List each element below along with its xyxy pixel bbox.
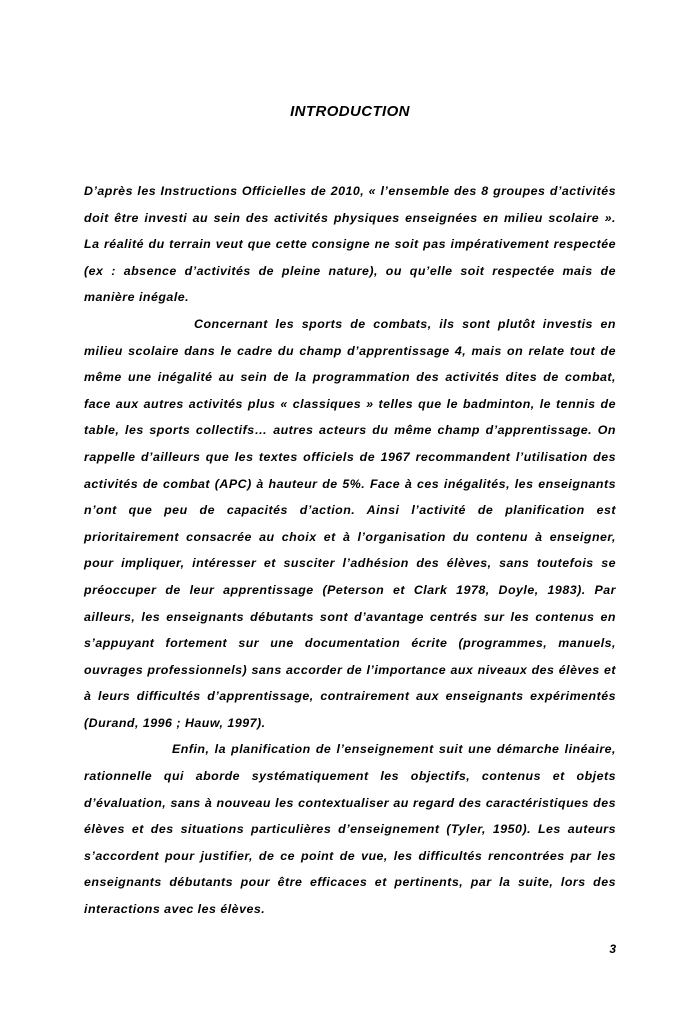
page-number: 3 (609, 942, 616, 956)
paragraph-2: Concernant les sports de combats, ils sont plutôt investis en milieu scolaire dans le cadre du champ d’apprentissage 4, mais on relate tout de même une inégalité au sein de la programmation des activités dites de combat, face aux autres activités plus « classiques » telles que le badminton, le tennis de table, les sports collectifs… autres acteurs du même champ d’apprentissage. On rappelle d’ailleurs que les textes officiels de 1967 recommandent l’utilisation des activités de combat (APC) à hauteur de 5%. Face à ces inégalités, les enseignants n’ont que peu de capacités d’action. Ainsi l’activité de planification est prioritairement consacrée au choix et à l’organisation du contenu à enseigner, pour impliquer, intéresser et susciter l’adhésion des élèves, sans toutefois se préoccuper de leur apprentissage (Peterson et Clark 1978, Doyle, 1983). Par ailleurs, les enseignants débutants sont d’avantage centrés sur les contenus en s’appuyant fortement sur une documentation écrite (programmes, manuels, ouvrages professionnels) sans accorder de l’importance aux niveaux des élèves et à leurs difficultés d’apprentissage, contrairement aux enseignants expérimentés (Durand, 1996 ; Hauw, 1997). (84, 316, 616, 730)
paragraph-3: Enfin, la planification de l’enseignement suit une démarche linéaire, rationnelle qui aborde systématiquement les objectifs, contenus et objets d’évaluation, sans à nouveau les contextualiser au regard des caractéristiques des élèves et des situations particulières d’enseignement (Tyler, 1950). Les auteurs s’accordent pour justifier, de ce point de vue, les difficultés rencontrées par les enseignants débutants pour être efficaces et pertinents, par la suite, lors des interactions avec les élèves. (84, 742, 616, 917)
page-title: INTRODUCTION (290, 103, 410, 120)
body-text (84, 178, 616, 923)
paragraph-1: D’après les Instructions Officielles de 2010, « l’ensemble des 8 groupes d’activités doit être investi au sein des activités physiques enseignées en milieu scolaire ». La réalité du terrain veut que cette consigne ne soit pas impérativement respectée (ex : absence d’activités de pleine nature), ou qu’elle soit respectée mais de manière inégale. (84, 184, 616, 305)
